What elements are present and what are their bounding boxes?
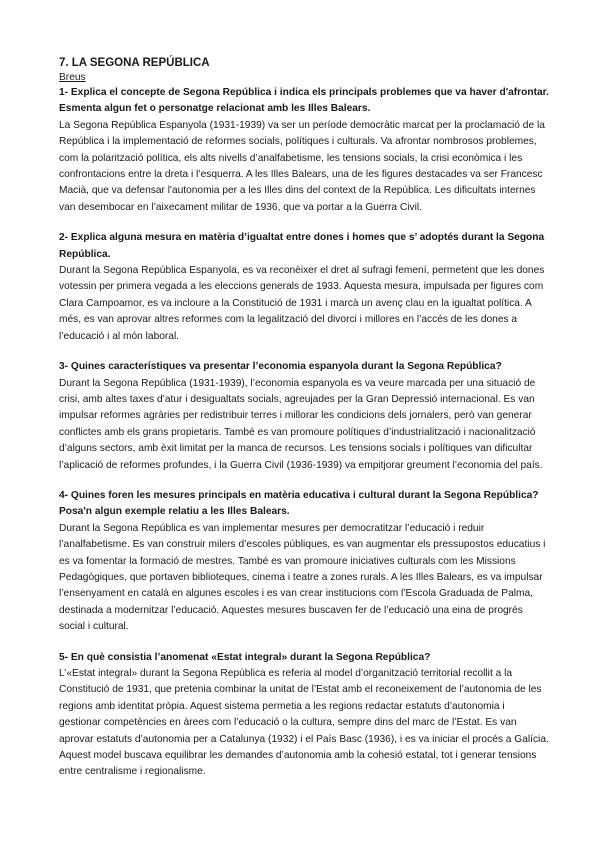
question-4: 4- Quines foren les mesures principals en matèria educativa i cultural durant la Segona República? Posa'n algun exemple relatiu a les Illes Balears.: [59, 489, 539, 518]
answer-2: Durant la Segona República Espanyola, es va reconèixer el dret al sufragi femení, permetent que les dones votessin per primera vegada a les eleccions generals de 1933. Aquesta mesura, impulsada per figures com Clara Campoamor, es va incloure a la Constitució de 1931 i marcà un avenç clau en la igualtat política. A més, es van aprovar altres reformes com la legalització del divorci i millores en l’accés de les dones a l’educació i al món laboral.: [59, 265, 545, 342]
question-1: 1- Explica el concepte de Segona República i indica els principals problemes que va haver d'afrontar. Esmenta algun fet o personatge relacionat amb les Illes Balears.: [59, 87, 549, 115]
question-2: 2- Explica alguna mesura en matèria d’igualtat entre dones i homes que s’ adoptés durant la Segona República.: [59, 232, 545, 260]
section-4: [59, 488, 549, 636]
section-2: [59, 230, 549, 345]
document-page: [59, 56, 549, 795]
question-3: 3- Quines característiques va presentar l’economia espanyola durant la Segona República?: [59, 361, 502, 373]
section-5: [59, 650, 549, 781]
document-title: 7. LA SEGONA REPÚBLICA: [59, 57, 210, 69]
answer-4: Durant la Segona República es van implementar mesures per democratitzar l’educació i reduir l’analfabetisme. Es van construir milers d’escoles públiques, es van augmentar els pressupostos educatius i es va fomentar la formació de mestres. També es van promoure iniciatives culturals com les Missions Pedagògiques, que portaven biblioteques, cinema i teatre a zones rurals. A les Illes Balears, es va impulsar l’ensenyament en català en algunes escoles i es van crear institucions com l’Escola Graduada de Palma, destinada a modernitzar l’educació. Aquestes mesures buscaven fer de l’educació una eina de progrés social i cultural.: [59, 522, 546, 633]
answer-1: La Segona República Espanyola (1931-1939) va ser un període democràtic marcat per la proclamació de la República i la implementació de reformes socials, polítiques i culturals. Va afrontar nombrosos problemes, com la polarització política, els alts nivells d’analfabetisme, les tensions socials, la crisi econòmica i les confrontacions entre la dreta i l’esquerra. A les Illes Balears, una de les figures destacades va ser Francesc Macià, que va defensar l'autonomia per a les Illes dins del context de la República. Les dificultats internes van desembocar en l’aixecament militar de 1936, que va portar a la Guerra Civil.: [59, 119, 545, 213]
section-3: [59, 359, 549, 474]
answer-3: Durant la Segona República (1931-1939), l’economia espanyola es va veure marcada per una situació de crisi, amb altes taxes d’atur i desigualtats socials, agreujades per la Gran Depressió internacional. Es van impulsar reformes agràries per redistribuir terres i millorar les condicions dels jornalers, però van generar conflictes amb els grans propietaris. També es van promoure polítiques d’industrialització i nacionalització d’alguns sectors, amb èxit limitat per la manca de recursos. Les tensions socials i polítiques van dificultar l’aplicació de reformes profundes, i la Guerra Civil (1936-1939) va empitjorar greument l’economia del país.: [59, 377, 543, 471]
document-subtitle: Breus: [59, 72, 86, 83]
answer-5: L’«Estat integral» durant la Segona República es referia al model d’organització territorial recollit a la Constitució de 1931, que pretenia combinar la unitat de l’Estat amb el reconeixement de l’autonomia de les regions amb identitat pròpia. Aquest sistema permetia a les regions redactar estatuts d’autonomia i gestionar competències en àrees com l’educació o la cultura, sempre dins del marc de l’Estat. Es van aprovar estatuts d’autonomia per a Catalunya (1932) i el País Basc (1936), i es va iniciar el procés a Galícia. Aquest model buscava equilibrar les demandes d’autonomia amb la cohesió estatal, tot i generar tensions entre centralisme i regionalisme.: [59, 668, 549, 778]
question-5: 5- En què consistia l’anomenat «Estat integral» durant la Segona República?: [59, 651, 431, 663]
section-1: [59, 85, 549, 216]
